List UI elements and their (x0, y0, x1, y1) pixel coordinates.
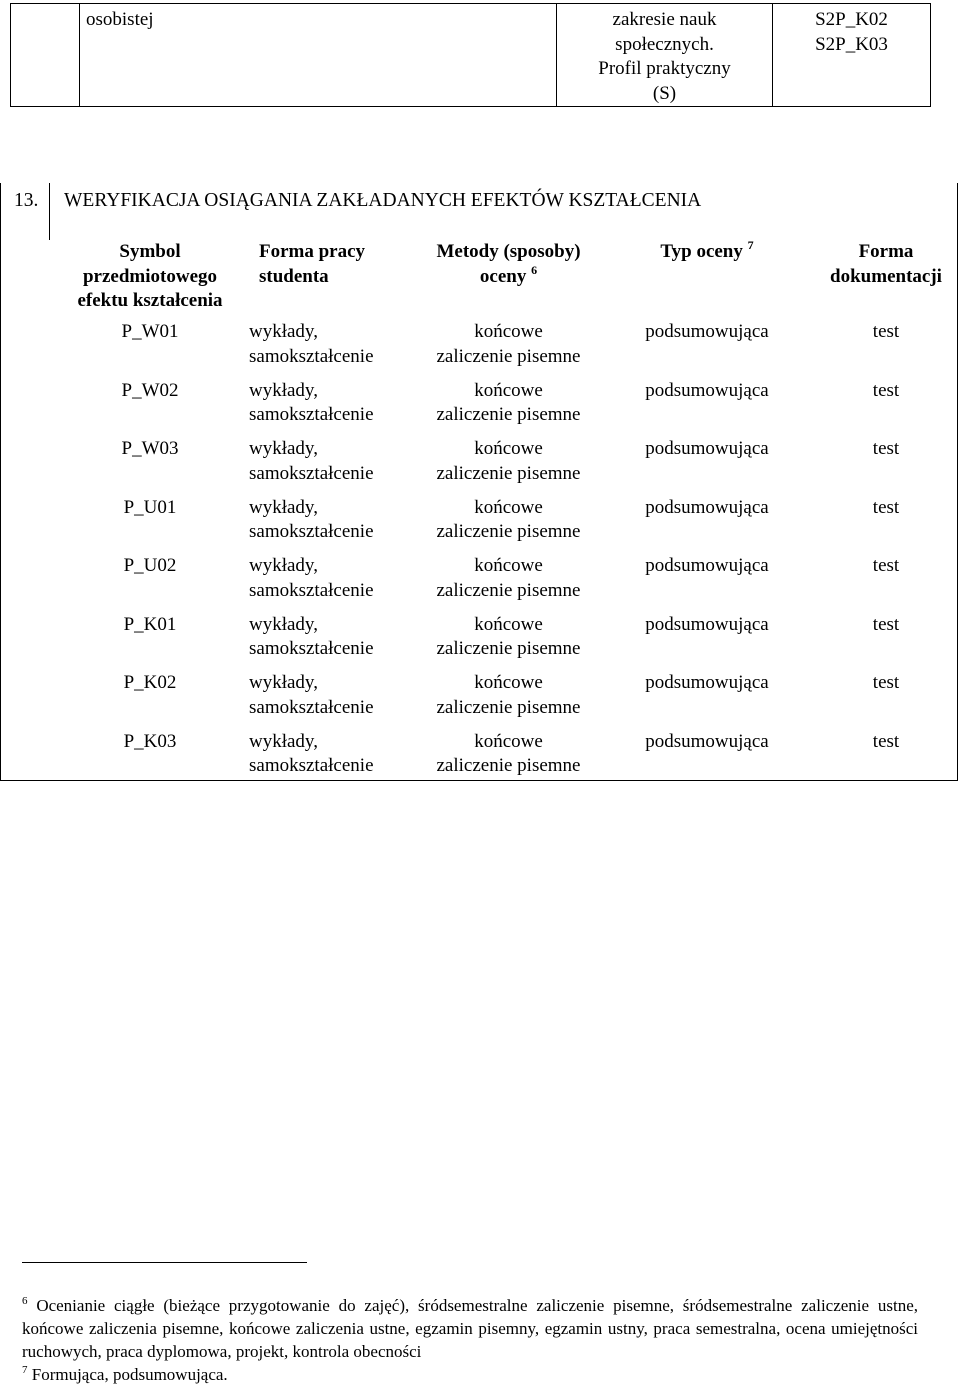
cell-method-line: końcowe (474, 672, 543, 693)
header-line: przedmiotowego (82, 265, 218, 287)
cell-symbol-text: P_W02 (121, 379, 179, 401)
cell-form-line: wykłady, (249, 379, 318, 401)
cell-form-line: samokształcenie (249, 521, 374, 542)
top-table-empty-cell (11, 4, 80, 107)
cell-doc (817, 437, 955, 496)
cell-form-line: wykłady, (249, 438, 318, 459)
cell-type-text: podsumowująca (645, 672, 769, 693)
cell-method (420, 437, 597, 496)
top-table-row (11, 4, 931, 107)
cell-method (420, 730, 597, 789)
cell-symbol (55, 671, 245, 730)
cell-form (245, 613, 420, 672)
cell-form-line: samokształcenie (249, 345, 374, 367)
cell-symbol-text: P_K02 (123, 672, 177, 693)
cell-doc-text: test (872, 496, 900, 518)
top-table-cell-3-line: S2P_K02 (815, 9, 888, 30)
cell-type-text: podsumowująca (645, 613, 769, 635)
cell-method-line: zaliczenie pisemne (436, 521, 581, 542)
header-methods-text: oceny (479, 265, 527, 287)
table-row (55, 554, 955, 613)
top-table-cell-1: osobistej (80, 4, 557, 107)
section-title: WERYFIKACJA OSIĄGANIA ZAKŁADANYCH EFEKTÓW KSZTAŁCENIA (64, 190, 702, 211)
header-form (245, 240, 420, 320)
footnote-text: Formująca, podsumowująca. (31, 1365, 228, 1384)
cell-doc-text: test (872, 730, 900, 752)
cell-method-line: końcowe (474, 379, 543, 401)
top-table-cell-2-line: zakresie nauk (612, 9, 717, 30)
table-row (55, 671, 955, 730)
header-line (597, 240, 817, 265)
header-line: studenta (259, 265, 329, 287)
footnote-ref-7: 7 (747, 238, 754, 252)
footnote-number: 6 (22, 1295, 28, 1307)
cell-form-line: samokształcenie (249, 638, 374, 659)
footnote-number: 7 (22, 1364, 28, 1376)
cell-method (420, 671, 597, 730)
table-row (55, 379, 955, 438)
footnote-6 (22, 1294, 918, 1363)
header-line (420, 262, 597, 290)
cell-method-line: zaliczenie pisemne (436, 755, 581, 776)
table-row (55, 437, 955, 496)
top-table-cell-3 (773, 4, 931, 107)
cell-doc-text: test (872, 438, 900, 459)
cell-type-text: podsumowująca (645, 379, 769, 401)
header-line: Symbol (119, 241, 181, 262)
cell-form-line: wykłady, (249, 613, 318, 635)
cell-doc-text: test (872, 555, 900, 576)
header-line: Forma pracy (259, 241, 366, 262)
cell-type-text: podsumowująca (645, 555, 769, 576)
footnote-ref-6: 6 (531, 262, 538, 277)
cell-doc (817, 613, 955, 672)
cell-method (420, 379, 597, 438)
cell-doc (817, 554, 955, 613)
cell-method-line: końcowe (474, 496, 543, 518)
cell-form (245, 379, 420, 438)
cell-symbol-text: P_W01 (121, 321, 179, 342)
cell-symbol-text: P_K03 (123, 730, 177, 752)
cell-type (597, 554, 817, 613)
cell-symbol (55, 379, 245, 438)
cell-type-text: podsumowująca (645, 438, 769, 459)
cell-type (597, 437, 817, 496)
footnotes (22, 1294, 918, 1386)
cell-method (420, 320, 597, 379)
cell-symbol (55, 730, 245, 789)
cell-method-line: końcowe (474, 438, 543, 459)
cell-form-line: wykłady, (249, 321, 318, 342)
cell-type (597, 496, 817, 555)
header-type-text: Typ oceny (660, 241, 743, 262)
header-symbol (55, 240, 245, 320)
header-line: efektu kształcenia (77, 290, 223, 311)
cell-method-line: końcowe (474, 555, 543, 576)
cell-method-line: końcowe (474, 613, 543, 635)
header-doc (817, 240, 955, 320)
header-line: dokumentacji (830, 265, 942, 287)
header-line: Forma (858, 241, 914, 262)
cell-doc-text: test (872, 613, 900, 635)
verification-table-header (55, 240, 955, 320)
top-table-cell-2 (557, 4, 773, 107)
cell-form-line: samokształcenie (249, 462, 374, 484)
cell-method-line: końcowe (474, 730, 543, 752)
header-line: Metody (sposoby) (436, 241, 581, 262)
top-table-cell-2-line: Profil praktyczny (598, 58, 731, 79)
cell-doc (817, 379, 955, 438)
cell-method-line: zaliczenie pisemne (436, 579, 581, 601)
cell-type (597, 730, 817, 789)
table-row (55, 730, 955, 789)
footnote-text: Ocenianie ciągłe (bieżące przygotowanie do zajęć), śródsemestralne zaliczenie pisemne, śródsemestralne zaliczenie ustne, końcowe zaliczenia pisemne, końcowe zaliczenia ustne, egzamin pisemny, egzamin ustny, praca semestralna, ocena umiejętności ruchowych, praca dyplomowa, projekt, kontrola obecności (22, 1296, 919, 1361)
cell-symbol (55, 496, 245, 555)
cell-form-line: wykłady, (249, 555, 318, 576)
cell-form-line: wykłady, (249, 730, 318, 752)
cell-symbol (55, 554, 245, 613)
cell-form-line: samokształcenie (249, 579, 374, 601)
table-row (55, 496, 955, 555)
cell-type-text: podsumowująca (645, 321, 769, 342)
cell-type-text: podsumowująca (645, 496, 769, 518)
top-table-cell-3-line: S2P_K03 (815, 33, 888, 55)
cell-doc-text: test (872, 672, 900, 693)
cell-method-line: końcowe (474, 321, 543, 342)
table-row (55, 613, 955, 672)
cell-symbol (55, 320, 245, 379)
cell-form-line: wykłady, (249, 672, 318, 693)
cell-doc (817, 671, 955, 730)
cell-symbol (55, 437, 245, 496)
top-table-cell-2-line: (S) (652, 82, 677, 104)
cell-method-line: zaliczenie pisemne (436, 638, 581, 659)
cell-symbol (55, 613, 245, 672)
cell-type (597, 379, 817, 438)
header-methods (420, 240, 597, 320)
cell-doc (817, 730, 955, 789)
cell-symbol-text: P_W03 (121, 438, 179, 459)
cell-doc (817, 496, 955, 555)
cell-doc-text: test (872, 321, 900, 342)
cell-method-line: zaliczenie pisemne (436, 404, 581, 425)
cell-form-line: samokształcenie (249, 755, 374, 776)
cell-method-line: zaliczenie pisemne (436, 462, 581, 484)
cell-form (245, 496, 420, 555)
cell-form-line: samokształcenie (249, 696, 374, 718)
footnote-separator (22, 1262, 307, 1263)
cell-symbol-text: P_K01 (123, 613, 177, 635)
cell-form-line: wykłady, (249, 496, 318, 518)
cell-doc (817, 320, 955, 379)
verification-table-body (55, 320, 955, 788)
section-heading (14, 190, 701, 212)
cell-form-line: samokształcenie (249, 404, 374, 425)
cell-method-line: zaliczenie pisemne (436, 345, 581, 367)
cell-method-line: zaliczenie pisemne (436, 696, 581, 718)
cell-method (420, 613, 597, 672)
cell-form (245, 320, 420, 379)
cell-symbol-text: P_U02 (123, 555, 177, 576)
cell-type-text: podsumowująca (645, 730, 769, 752)
cell-type (597, 320, 817, 379)
cell-type (597, 613, 817, 672)
header-type (597, 240, 817, 320)
cell-form (245, 554, 420, 613)
table-row (55, 320, 955, 379)
cell-doc-text: test (872, 379, 900, 401)
footnote-7 (22, 1363, 918, 1386)
top-table (10, 3, 931, 107)
cell-form (245, 730, 420, 789)
section-number: 13. (14, 190, 39, 211)
cell-method (420, 554, 597, 613)
cell-symbol-text: P_U01 (123, 496, 177, 518)
cell-form (245, 671, 420, 730)
top-table-cell-2-line: społecznych. (615, 33, 714, 55)
cell-form (245, 437, 420, 496)
verification-table (55, 240, 955, 788)
cell-type (597, 671, 817, 730)
cell-method (420, 496, 597, 555)
